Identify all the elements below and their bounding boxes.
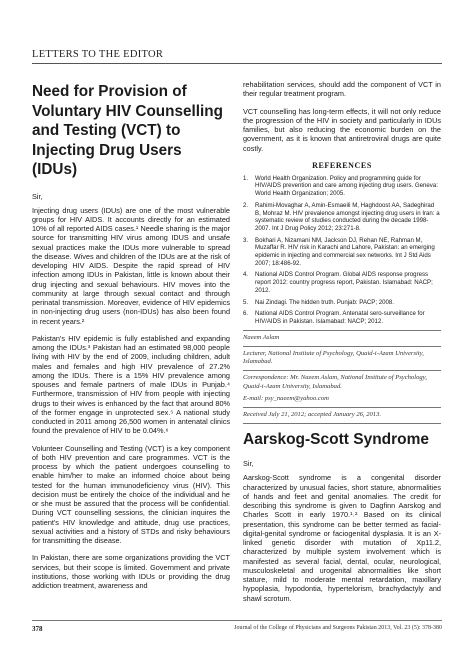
signature-rule bbox=[243, 330, 441, 331]
letter2-paragraph: Aarskog-Scott syndrome is a congenital disorder characterized by unusual facies, short stature, abnormalities of hands and feet and genital anomalies. The credit for describing this syndrome is given to Dagfinn Aarskog and Charles Scott in early 1970.¹˒² Based on its clinical presentation, this syndrome can be better termed as facial-digital-genital syndrome or faciogenital dysplasia. It is an X-linked genetic disorder with mutation of Xp11.2, characterized by multiple system involvement which is manifested as several facial, dental, ocular, neurological, musculoskeletal and urogenital abnormalities like short stature, mild to moderate mental retardation, maxillary hypoplasia, hypodontia, hypertelorism, brachydactyly and shawl scrotum. bbox=[243, 473, 441, 603]
reference-item: 3. Bokhari A, Nizamani NM, Jackson DJ, Rehan NE, Rahman M, Muzaffar R. HIV risk in Karachi and Lahore, Pakistan: an emerging epidemic in injecting and commercial sex networks. Int J Std Aids 2007; 18:486-92. bbox=[243, 236, 435, 267]
author-email[interactable]: E-mail: psy_naeem@yahoo.com bbox=[243, 394, 329, 402]
page-number: 378 bbox=[32, 625, 43, 633]
reference-item: 1. World Health Organization. Policy and programming guide for HIV/AIDS prevention and care among injecting drug users. Geneva: World Health Organization; 2005. bbox=[243, 174, 438, 198]
author-affiliation: Lecturer, National Institute of Psychology, Quaid-i-Azam University, Islamabad. bbox=[243, 349, 424, 366]
letter1-paragraph-1: Injecting drug users (IDUs) are one of the most vulnerable groups for HIV AIDS. It accounts directly for an estimated 10% of all reported AIDS cases.¹ Needle sharing is the major source for transmitting HIV virus among IDUS and unsafe sexual practices make the IDUs more vulnerable to spread the disease. Wives and children of the IDUs are at the risk of developing HIV AIDS. Despite the rapid spread of HIV infection among IDUs in Pakistan, little is known about their drug injecting and sexual behaviours. HIV moves into the community at large through sexual contact and through perinatal transmission. Moreover, evidence of HIV epidemics in non-injecting drug users (non-IDUs) has also been found in recent years.² bbox=[32, 205, 230, 326]
signature-rule bbox=[243, 370, 441, 371]
footer-rule bbox=[32, 620, 442, 621]
header-rule bbox=[32, 63, 442, 64]
letter1-paragraph-2: Pakistan's HIV epidemic is fully established and expanding among the IDUs.³ Pakistan had an estimated 98,000 people living with HIV by the end of 2009, including children, adult males and females and high HIV prevalence of 27.2% among the IDUs. There is a 15% HIV prevalence among spouses and female partners of male IDUs in Punjab.⁴ Furthermore, transmission of HIV from people with injecting drugs to their wives is enhanced by the fact that around 80% of the former engage in unprotected sex.⁵ A national study conducted in 2011 among 26,500 women in antenatal clinics found the prevalence of HIV to be 0.04%.⁶ bbox=[32, 333, 230, 436]
references-heading: REFERENCES bbox=[312, 160, 372, 170]
letter1-paragraph-3: Volunteer Counselling and Testing (VCT) is a key component of both HIV prevention and care programmes. VCT is the process by which the patient undergoes counselling to enable him/her to make an informed choice about being tested for the human immunodeficiency virus (HIV). This decision must be entirely the choice of the individual and he or she must be assured that the process will be confidential. During VCT counselling sessions, the clinician inquires the patient's HIV knowledge and attitude, drug use practices, sexual activities and a history of STDs and risky behaviours for transmitting the disease. bbox=[32, 443, 230, 546]
signature-rule bbox=[243, 423, 441, 424]
author-name: Naeem Aslam bbox=[243, 333, 280, 341]
right-column bbox=[243, 80, 441, 611]
received-date: Received July 21, 2012; accepted January 26, 2013. bbox=[243, 410, 382, 418]
letter1-paragraph-6: VCT counselling has long-term effects, it will not only reduce the progression of the HIV in society and particularly in IDUs families, but also reducing the economic burden on the government, as it is known that antiretroviral drugs are quite costly. bbox=[243, 106, 441, 153]
letter2-salutation: Sir, bbox=[243, 459, 254, 469]
section-label: LETTERS TO THE EDITOR bbox=[32, 49, 164, 60]
correspondence: Correspondence: Mr. Naeem Aslam, National Institute of Psychology, Quaid-i-Azam University, Islamabad. bbox=[243, 374, 427, 390]
signature-rule bbox=[243, 407, 441, 408]
letter1-title: Need for Provision of Voluntary HIV Counselling and Testing (VCT) to Injecting Drug Users (IDUs) bbox=[32, 83, 223, 178]
reference-item: 4. National AIDS Control Program. Global AIDS response progress report 2012: country progress report, Pakistan. Islamabad: NACP; 2012. bbox=[243, 271, 433, 294]
references-list bbox=[243, 175, 441, 326]
letter1-salutation: Sir, bbox=[32, 191, 43, 201]
journal-citation: Journal of the College of Physicians and Surgeons Pakistan 2013, Vol. 23 (5): 378-380 bbox=[234, 625, 442, 631]
letter2-title: Aarskog-Scott Syndrome bbox=[243, 431, 430, 449]
reference-item: 6. National AIDS Control Program. Antenatal sero-surveillance for HIV/AIDS in Pakistan. Islamabad: NACP; 2012. bbox=[243, 310, 425, 325]
signature-rule bbox=[243, 346, 441, 347]
letter1-paragraph-5: rehabilitation services, should add the component of VCT in their regular treatment program. bbox=[243, 80, 441, 99]
reference-item: 5. Nai Zindagi. The hidden truth. Punjab: PACP; 2008. bbox=[243, 298, 395, 306]
reference-item: 2. Rahimi-Movaghar A, Amin-Esmaeili M, Haghdoost AA, Sadeghirad B, Mohraz M. HIV prevalence amongst injecting drug users in Iran: a systematic review of studies conducted during the decade 1998-2007. Int J Drug Policy 2012; 23:271-8. bbox=[243, 201, 440, 232]
letter1-paragraph-4: In Pakistan, there are some organizations providing the VCT services, but their scope is limited. Government and private institutions, those working with IDUs or providing the drug addiction treatment, awareness and bbox=[32, 553, 230, 591]
left-column bbox=[32, 80, 230, 598]
